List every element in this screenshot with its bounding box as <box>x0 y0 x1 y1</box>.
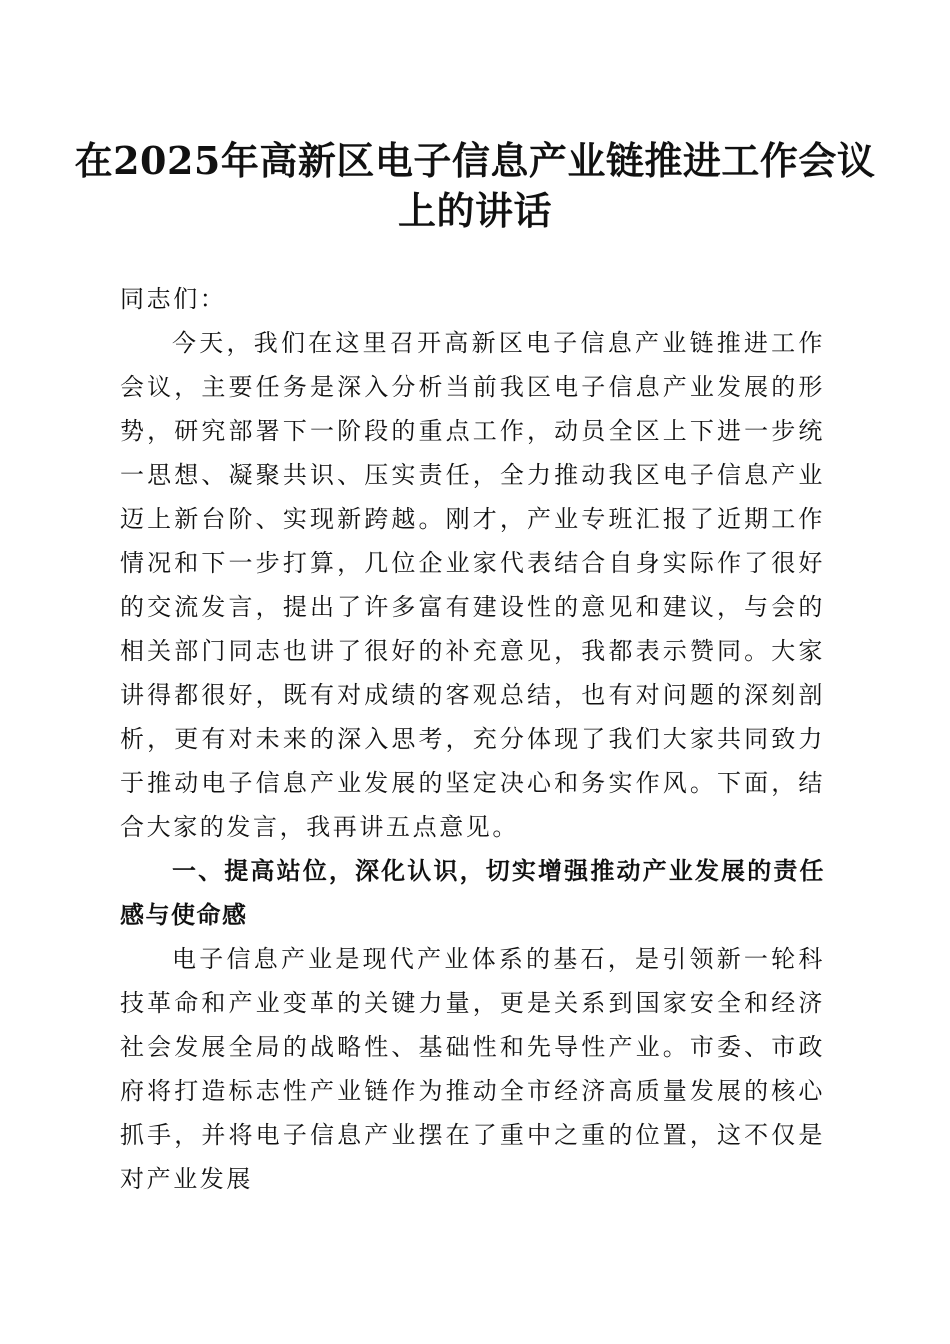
document-title: 在2025年高新区电子信息产业链推进工作会议上的讲话 <box>74 138 876 233</box>
section-heading-1: 一、提高站位，深化认识，切实增强推动产业发展的责任感与使命感 <box>120 857 825 929</box>
salutation: 同志们： <box>120 285 227 313</box>
paragraph-opening: 今天，我们在这里召开高新区电子信息产业链推进工作会议，主要任务是深入分析当前我区电子信息产业发展的形势，研究部署下一阶段的重点工作，动员全区上下进一步统一思想、凝聚共识、压实责任，全力推动我区电子信息产业迈上新台阶、实现新跨越。刚才，产业专班汇报了近期工作情况和下一步打算，几位企业家代表结合自身实际作了很好的交流发言，提出了许多富有建设性的意见和建议，与会的相关部门同志也讲了很好的补充意见，我都表示赞同。大家讲得都很好，既有对成绩的客观总结，也有对问题的深刻剖析，更有对未来的深入思考，充分体现了我们大家共同致力于推动电子信息产业发展的坚定决心和务实作风。下面，结合大家的发言，我再讲五点意见。 <box>120 329 825 841</box>
paragraph-section-1: 电子信息产业是现代产业体系的基石，是引领新一轮科技革命和产业变革的关键力量，更是关系到国家安全和经济社会发展全局的战略性、基础性和先导性产业。市委、市政府将打造标志性产业链作为推动全市经济高质量发展的核心抓手，并将电子信息产业摆在了重中之重的位置，这不仅是对产业发展 <box>120 945 825 1193</box>
document-body <box>120 277 825 1201</box>
